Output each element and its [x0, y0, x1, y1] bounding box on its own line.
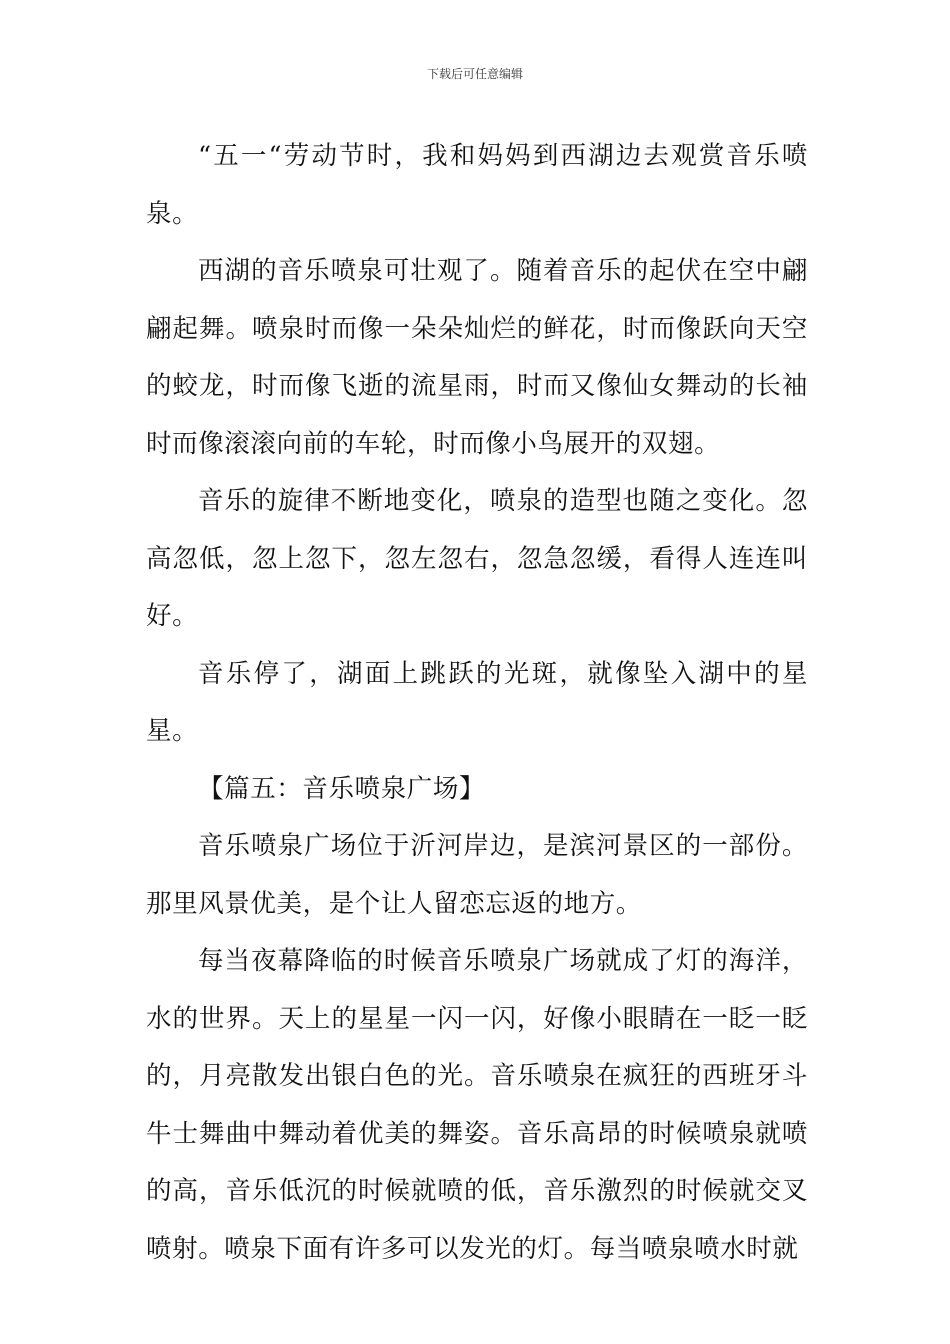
paragraph-melody-change: 音乐的旋律不断地变化，喷泉的造型也随之变化。忽高忽低，忽上忽下，忽左忽右，忽急忽缓，看得人连连叫好。 — [146, 486, 808, 631]
article-body — [146, 128, 808, 1278]
paragraph-square-location: 音乐喷泉广场位于沂河岸边，是滨河景区的一部份。那里风景优美，是个让人留恋忘返的地方。 — [146, 831, 808, 919]
paragraph-music-stops: 音乐停了，湖面上跳跃的光斑，就像坠入湖中的星星。 — [146, 658, 808, 746]
paragraph-west-lake-fountain: 西湖的音乐喷泉可壮观了。随着音乐的起伏在空中翩翩起舞。喷泉时而像一朵朵灿烂的鲜花，时而像跃向天空的蛟龙，时而像飞逝的流星雨，时而又像仙女舞动的长袖时而像滚滚向前的车轮，时而像小鸟展开的双翅。 — [146, 256, 808, 459]
paragraph-night-scene: 每当夜幕降临的时候音乐喷泉广场就成了灯的海洋，水的世界。天上的星星一闪一闪，好像小眼睛在一眨一眨的，月亮散发出银白色的光。音乐喷泉在疯狂的西班牙斗牛士舞曲中舞动着优美的舞姿。音乐高昂的时候喷泉就喷的高，音乐低沉的时候就喷的低，音乐激烈的时候就交叉喷射。喷泉下面有许多可以发光的灯。每当喷泉喷水时就 — [146, 946, 808, 1264]
section-heading: 【篇五：音乐喷泉广场】 — [198, 773, 486, 804]
page-header-note: 下载后可任意编辑 — [426, 67, 523, 81]
paragraph-intro: “五一“劳动节时，我和妈妈到西湖边去观赏音乐喷泉。 — [146, 141, 808, 229]
